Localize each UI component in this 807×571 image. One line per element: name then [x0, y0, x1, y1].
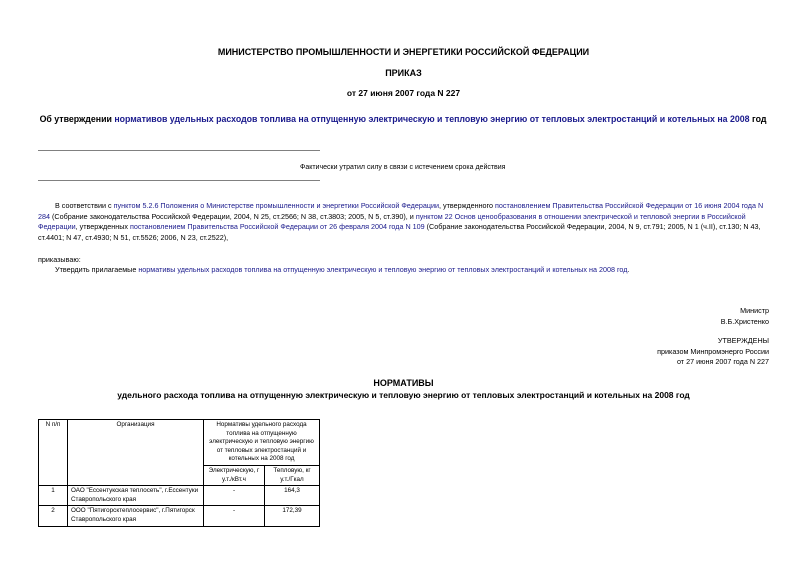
- cell-electric: -: [204, 506, 265, 526]
- header-norms-group: Нормативы удельного расхода топлива на отпущенную электрическую и тепловую энергию от тепловых электростанций и котельных на 2008 год: [204, 420, 320, 466]
- divider-bottom: [38, 180, 320, 181]
- preamble-text-2: , утвержденного: [438, 201, 495, 210]
- norms-subheading: удельного расхода топлива на отпущенную электрическую и тепловую энергию от тепловых электростанций и котельных на 2008 год: [117, 390, 690, 400]
- title-suffix: год: [752, 114, 767, 124]
- link-pricing-basics[interactable]: пунктом 22 Основ ценообразования в отношении электрической и тепловой энергии в Российской Федерации: [38, 211, 746, 232]
- preamble-text-4: , утвержденных: [75, 222, 130, 232]
- approval-line-3: от 27 июня 2007 года N 227: [676, 357, 769, 366]
- order-paragraph: [55, 265, 768, 276]
- document-title: [38, 114, 768, 125]
- approval-block: [657, 336, 769, 368]
- cell-heat: 172,39: [265, 506, 320, 526]
- approval-line-1: УТВЕРЖДЕНЫ: [717, 336, 769, 345]
- approval-line-2: приказом Минпромэнерго России: [657, 346, 769, 356]
- preamble-paragraph: [38, 201, 768, 243]
- cell-num: 2: [39, 506, 68, 526]
- doc-type: ПРИКАЗ: [385, 68, 422, 78]
- header-num: N п/п: [39, 420, 68, 486]
- cell-organization: ООО "Пятигорсктеплосервис", г.Пятигорск Ставропольского края: [68, 506, 204, 526]
- preamble-text-1: В соответствии с: [55, 201, 114, 210]
- signature-name: В.Б.Христенко: [720, 317, 769, 326]
- divider-top: [38, 150, 320, 151]
- table-header-row: [39, 420, 320, 466]
- cell-heat: 164,3: [265, 486, 320, 506]
- link-decree-284[interactable]: постановлением Правительства Российской Федерации от 16 июня 2004 года N 284: [38, 201, 764, 221]
- status-note: Фактически утратил силу в связи с истечением срока действия: [300, 164, 506, 171]
- title-link[interactable]: нормативов удельных расходов топлива на отпущенную электрическую и тепловую энергию от тепловых электростанций и котельных на 2008: [114, 114, 750, 124]
- order-text-1: Утвердить прилагаемые: [55, 265, 139, 274]
- ministry-name: МИНИСТЕРСТВО ПРОМЫШЛЕННОСТИ И ЭНЕРГЕТИКИ РОССИЙСКОЙ ФЕДЕРАЦИИ: [217, 47, 590, 57]
- table-row: [39, 486, 320, 506]
- cell-organization: ОАО "Ессентукская теплосеть", г.Ессентуки Ставропольского края: [68, 486, 204, 506]
- link-decree-109[interactable]: постановлением Правительства Российской Федерации от 26 февраля 2004 года N 109: [129, 222, 425, 232]
- table-row: [39, 506, 320, 526]
- cell-num: 1: [39, 486, 68, 506]
- preamble-text-3: (Собрание законодательства Российской Федерации, 2004, N 25, ст.2566; N 38, ст.3803; 2005, N 5, ст.390), и: [50, 211, 416, 221]
- title-prefix: Об утверждении: [39, 114, 115, 124]
- signature-position: Министр: [740, 306, 769, 315]
- link-norms[interactable]: нормативы удельных расходов топлива на отпущенную электрическую и тепловую энергию от тепловых электростанций и котельных на 2008 год: [138, 265, 628, 274]
- header-heat: Тепловую, кг у.т./Гкал: [265, 465, 320, 485]
- link-regulation-ministry[interactable]: пунктом 5.2.6 Положения о Министерстве промышленности и энергетики Российской Федерации: [113, 201, 439, 210]
- preamble-text-5: (Собрание законодательства Российской Федерации, 2004, N 9, ст.791; 2005, N 1 (ч.II), ст.130; N 43, ст.4401; N 47, ст.4930; N 51, ст.5526; 2006, N 23, ст.2522),: [38, 222, 761, 242]
- header-organization: Организация: [68, 420, 204, 486]
- order-verb: приказываю:: [38, 255, 81, 264]
- header-electric: Электрическую, г у.т./кВт.ч: [204, 465, 265, 485]
- doc-date-number: от 27 июня 2007 года N 227: [346, 88, 461, 98]
- norms-table: [38, 419, 320, 527]
- order-text-2: .: [627, 265, 630, 274]
- norms-heading: НОРМАТИВЫ: [373, 378, 434, 388]
- cell-electric: -: [204, 486, 265, 506]
